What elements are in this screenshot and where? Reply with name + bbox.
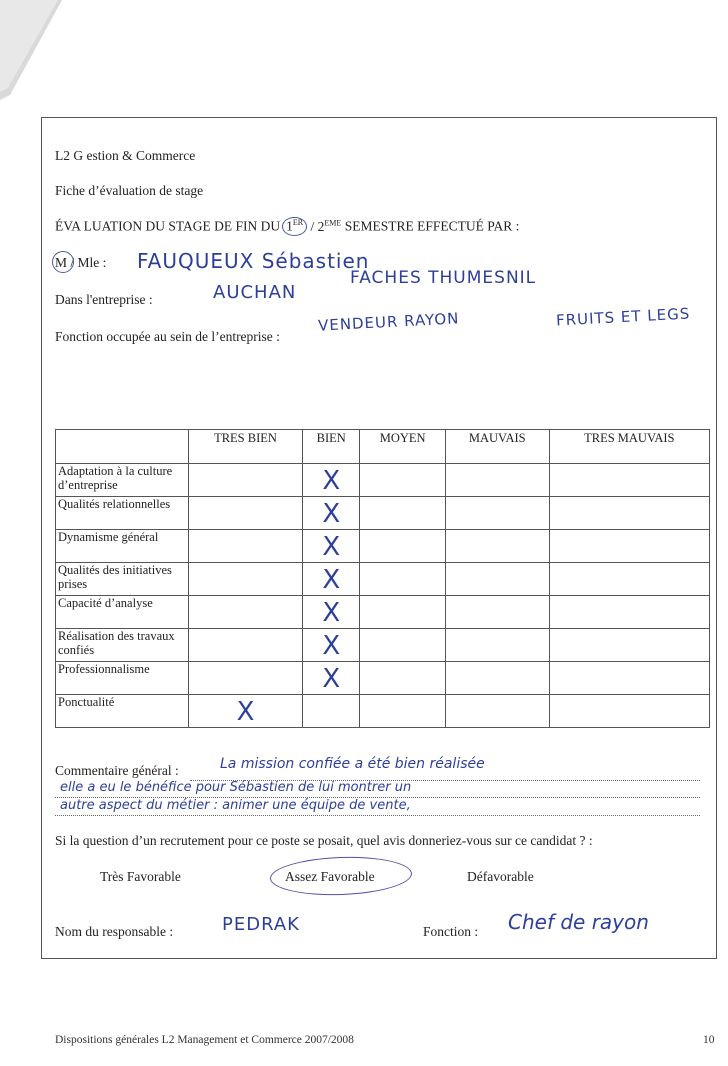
evaluation-prefix: ÉVA LUATION DU STAGE DE FIN DU — [55, 218, 281, 234]
rating-cell — [303, 530, 360, 563]
rating-mark: X — [322, 466, 341, 496]
rating-cell — [189, 629, 303, 662]
option-defavorable: Défavorable — [467, 869, 534, 884]
column-header: MOYEN — [360, 430, 445, 464]
rating-cell — [189, 497, 303, 530]
table-row — [56, 497, 710, 530]
form-title: Fiche d’évaluation de stage — [55, 183, 204, 198]
rating-cell — [360, 695, 445, 728]
table-row — [56, 530, 710, 563]
rating-cell — [303, 629, 360, 662]
criterion-label: Professionnalisme — [56, 662, 189, 695]
rating-cell — [360, 497, 445, 530]
responsible-name-value: PEDRAK — [222, 914, 300, 935]
rating-mark: X — [322, 532, 341, 562]
rating-cell — [549, 662, 709, 695]
rating-cell — [303, 464, 360, 497]
criterion-label: Capacité d’analyse — [56, 596, 189, 629]
role-label: Fonction occupée au sein de l’entreprise : — [55, 329, 280, 344]
criterion-label: Qualités des initiatives prises — [56, 563, 189, 596]
table-row — [56, 662, 710, 695]
rating-cell — [445, 563, 549, 596]
rating-cell — [303, 596, 360, 629]
rating-cell — [189, 464, 303, 497]
rating-cell — [360, 464, 445, 497]
page-number: 10 — [703, 1034, 715, 1046]
option-tres-favorable: Très Favorable — [100, 869, 181, 884]
option-assez-favorable: Assez Favorable — [285, 869, 375, 884]
rating-cell — [445, 530, 549, 563]
rating-cell — [445, 695, 549, 728]
evaluation-suffix: SEMESTRE EFFECTUÉ PAR : — [344, 218, 520, 234]
rating-cell — [189, 695, 303, 728]
semester-1-option: 1ER — [282, 217, 307, 236]
table-row — [56, 464, 710, 497]
rating-mark: X — [236, 697, 255, 727]
evaluation-heading — [55, 217, 519, 236]
footer-text: Dispositions générales L2 Management et Commerce 2007/2008 — [55, 1034, 354, 1046]
criterion-label: Qualités relationnelles — [56, 497, 189, 530]
rating-mark: X — [322, 499, 341, 529]
recruitment-question: Si la question d’un recrutement pour ce poste se posait, quel avis donneriez-vous sur ce candidat ? : — [55, 833, 593, 848]
table-row — [56, 695, 710, 728]
criterion-label: Dynamisme général — [56, 530, 189, 563]
semester-2-option: / 2EME — [307, 218, 342, 234]
responsible-function-label: Fonction : — [423, 924, 479, 939]
rating-cell — [189, 563, 303, 596]
role-value: VENDEUR RAYON — [317, 309, 460, 335]
rating-cell — [303, 695, 360, 728]
rating-cell — [445, 497, 549, 530]
civility-circle — [52, 251, 74, 273]
column-header: MAUVAIS — [445, 430, 549, 464]
column-header: TRES MAUVAIS — [549, 430, 709, 464]
comment-label: Commentaire général : — [55, 763, 179, 778]
rating-cell — [549, 530, 709, 563]
table-row — [56, 596, 710, 629]
rating-cell — [360, 596, 445, 629]
rating-mark: X — [322, 565, 341, 595]
program-title: L2 G estion & Commerce — [55, 148, 196, 163]
rating-cell — [303, 497, 360, 530]
rating-cell — [189, 530, 303, 563]
civility-label: M / Mle : — [55, 255, 106, 271]
rating-cell — [189, 662, 303, 695]
student-name-value: FAUQUEUX Sébastien — [137, 249, 370, 273]
rating-mark: X — [322, 598, 341, 628]
rating-mark: X — [322, 631, 341, 661]
rating-cell — [189, 596, 303, 629]
rating-cell — [360, 629, 445, 662]
rating-cell — [445, 629, 549, 662]
table-header-row — [56, 430, 710, 464]
criteria-header — [56, 430, 189, 464]
comment-text-1: La mission confiée a été bien réalisée — [220, 756, 485, 772]
rating-cell — [303, 662, 360, 695]
rating-cell — [549, 497, 709, 530]
rating-cell — [549, 464, 709, 497]
rating-cell — [360, 563, 445, 596]
criterion-label: Réalisation des travaux confiés — [56, 629, 189, 662]
column-header: BIEN — [303, 430, 360, 464]
responsible-name-label: Nom du responsable : — [55, 924, 174, 939]
rating-cell — [445, 596, 549, 629]
rating-cell — [549, 695, 709, 728]
comment-text-3: autre aspect du métier : animer une équipe de vente, — [60, 798, 411, 813]
rating-cell — [549, 596, 709, 629]
rating-cell — [445, 662, 549, 695]
criterion-label: Ponctualité — [56, 695, 189, 728]
role-value-2: FRUITS ET LEGS — [555, 304, 691, 330]
rating-cell — [549, 629, 709, 662]
table-row — [56, 563, 710, 596]
company-value: AUCHAN — [213, 282, 297, 303]
rating-cell — [360, 530, 445, 563]
comment-text-2: elle a eu le bénéfice pour Sébastien de lui montrer un — [60, 780, 412, 795]
responsible-function-value: Chef de rayon — [508, 910, 649, 934]
company-location: FACHES THUMESNIL — [350, 268, 537, 288]
table-row — [56, 629, 710, 662]
rating-cell — [445, 464, 549, 497]
rating-cell — [549, 563, 709, 596]
comment-line-3 — [55, 815, 700, 816]
evaluation-table — [55, 429, 710, 728]
rating-cell — [360, 662, 445, 695]
company-label: Dans l'entreprise : — [55, 292, 153, 307]
rating-cell — [303, 563, 360, 596]
page-corner-fold — [0, 0, 80, 110]
criterion-label: Adaptation à la culture d’entreprise — [56, 464, 189, 497]
rating-mark: X — [322, 664, 341, 694]
column-header: TRES BIEN — [189, 430, 303, 464]
